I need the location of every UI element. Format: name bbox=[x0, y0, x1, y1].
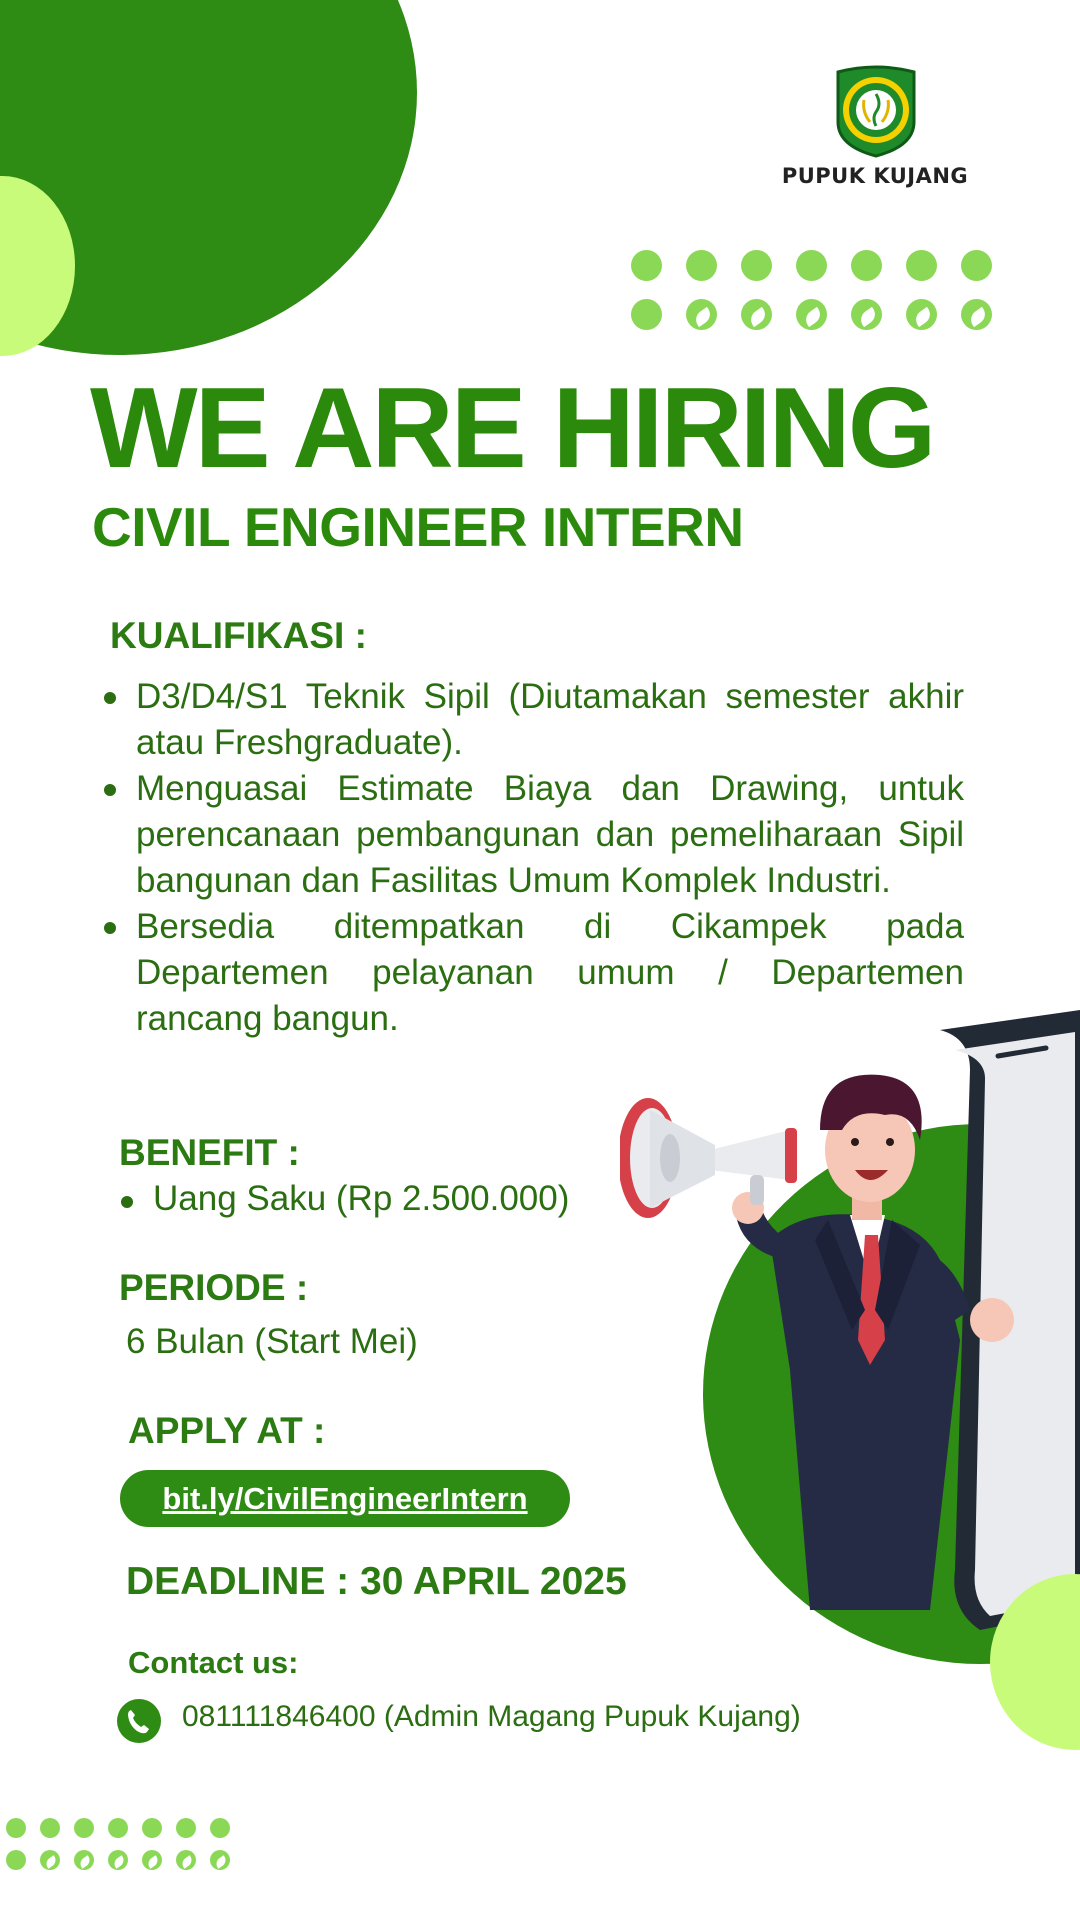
qualification-item: Menguasai Estimate Biaya dan Drawing, untuk perencanaan pembangunan dan pemeliharaan Sipil bangunan dan Fasilitas Umum Komplek Industri. bbox=[104, 766, 964, 904]
contact-phone: 081111846400 (Admin Magang Pupuk Kujang) bbox=[182, 1700, 801, 1733]
qualifications-list bbox=[104, 674, 964, 1042]
headline: WE ARE HIRING bbox=[90, 365, 934, 492]
periode-text: 6 Bulan (Start Mei) bbox=[126, 1322, 418, 1361]
phone-icon bbox=[117, 1699, 161, 1743]
man-with-megaphone-illustration bbox=[620, 1010, 1080, 1650]
qualifications-title: KUALIFIKASI : bbox=[110, 615, 367, 656]
apply-link-button[interactable]: bit.ly/CivilEngineerIntern bbox=[120, 1470, 570, 1527]
benefit-item: Uang Saku (Rp 2.500.000) bbox=[121, 1179, 569, 1219]
qualification-item: Bersedia ditempatkan di Cikampek pada Departemen pelayanan umum / Departemen rancang bangun. bbox=[104, 904, 964, 1042]
qualification-item: D3/D4/S1 Teknik Sipil (Diutamakan semester akhir atau Freshgraduate). bbox=[104, 674, 964, 766]
benefit-title: BENEFIT : bbox=[119, 1132, 300, 1173]
periode-title: PERIODE : bbox=[119, 1267, 309, 1308]
company-logo bbox=[760, 60, 990, 190]
apply-title: APPLY AT : bbox=[128, 1410, 326, 1451]
job-title: CIVIL ENGINEER INTERN bbox=[92, 496, 744, 558]
pupuk-kujang-logo-icon bbox=[828, 64, 924, 158]
deadline: DEADLINE : 30 APRIL 2025 bbox=[126, 1560, 627, 1603]
contact-title: Contact us: bbox=[128, 1645, 299, 1680]
brand-name: PUPUK KUJANG bbox=[781, 164, 969, 188]
